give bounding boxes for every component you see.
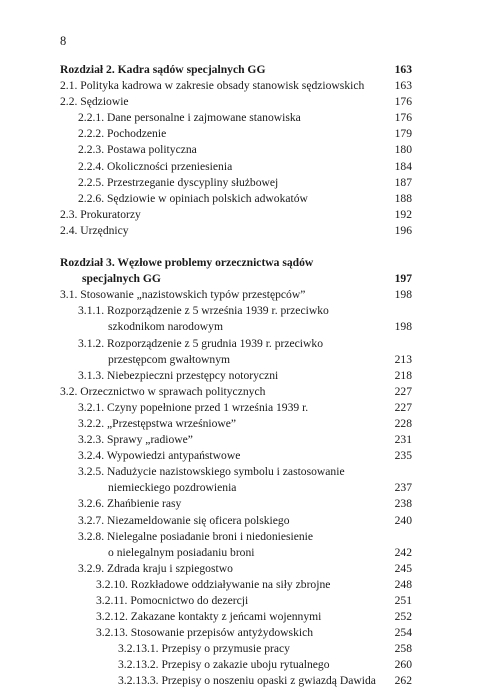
toc-entry-title-continuation: szkodnikom narodowym [108, 320, 223, 334]
section-gap [60, 239, 412, 255]
toc-entry-title-line: 2.2.3. Postawa polityczna [78, 143, 197, 157]
toc-entry-page-number: 197 [394, 272, 412, 286]
toc-entry[interactable] [60, 513, 412, 529]
toc-entry[interactable] [60, 336, 412, 368]
toc-entry-title [60, 641, 395, 657]
toc-entry-title [60, 191, 395, 207]
toc-entry-page-number: 184 [394, 159, 412, 173]
toc-entry-page-number: 163 [394, 63, 412, 76]
toc-entry[interactable] [60, 625, 412, 641]
toc-entry-title [60, 287, 395, 303]
toc-entry[interactable] [60, 175, 412, 191]
toc-entry[interactable] [60, 561, 412, 577]
toc-entry-page-number: 227 [394, 384, 412, 398]
toc-entry-page-number: 163 [394, 79, 412, 93]
toc-entry-title-continuation: niemieckiego pozdrowienia [108, 481, 237, 495]
toc-entry-page-number: 198 [394, 288, 412, 302]
toc-entry-title-line: 3.2.8. Nielegalne posiadanie broni i niedoniesienie [78, 529, 314, 543]
toc-entry[interactable] [60, 142, 412, 158]
toc-entry-title-line: 2.2.2. Pochodzenie [78, 127, 167, 141]
toc-entry[interactable] [60, 368, 412, 384]
toc-entry-page-number: 180 [394, 143, 412, 157]
toc-entry-title-line: 3.2.10. Rozkładowe oddziaływanie na siły zbrojne [96, 577, 331, 591]
toc-entry-title [60, 400, 395, 416]
toc-entry[interactable] [60, 577, 412, 593]
toc-entry-title [60, 432, 395, 448]
toc-chapter-entry[interactable] [60, 62, 412, 78]
toc-entry-title-line: 3.2.7. Niezameldowanie się oficera polskiego [78, 513, 290, 527]
toc-entry[interactable] [60, 191, 412, 207]
toc-entry-page-number: 258 [394, 642, 412, 656]
toc-entry-page-number: 235 [394, 449, 412, 463]
toc-entry-title [60, 142, 395, 158]
toc-entry-title-line: 2.4. Urzędnicy [60, 223, 129, 237]
toc-entry[interactable] [60, 303, 412, 335]
toc-entry-page-number: 218 [394, 368, 412, 382]
toc-entry-title [60, 255, 395, 287]
toc-entry[interactable] [60, 673, 412, 689]
toc-entry-title [60, 561, 395, 577]
toc-entry-page-number: 240 [394, 513, 412, 527]
toc-entry-page-number: 248 [394, 577, 412, 591]
toc-entry-title-line: Rozdział 2. Kadra sądów specjalnych GG [60, 63, 266, 76]
toc-entry-title-line: 3.2.13. Stosowanie przepisów antyżydowskich [96, 626, 314, 640]
toc-entry-title [60, 110, 395, 126]
toc-entry-title-line: 2.1. Polityka kadrowa w zakresie obsady stanowisk sędziowskich [60, 79, 365, 93]
toc-entry-title [60, 673, 395, 689]
toc-entry-title-continuation: przestępcom gwałtownym [108, 352, 231, 366]
toc-entry-page-number: 262 [394, 674, 412, 688]
toc-entry-page-number: 252 [394, 610, 412, 624]
toc-entry-title [60, 657, 395, 673]
toc-entry-page-number: 260 [394, 658, 412, 672]
toc-chapter-entry[interactable] [60, 255, 412, 287]
toc-entry-page-number: 231 [394, 433, 412, 447]
toc-entry-page-number: 254 [394, 626, 412, 640]
toc-entry-page-number: 227 [394, 400, 412, 414]
toc-entry-title-line: 3.2.13.2. Przepisy o zakazie uboju rytualnego [118, 658, 330, 672]
toc-entry-title [60, 126, 395, 142]
toc-entry-title-line: 3.2.1. Czyny popełnione przed 1 września 1939 r. [78, 400, 309, 414]
toc-entry-title [60, 175, 395, 191]
toc-entry-page-number: 228 [394, 416, 412, 430]
toc-entry-title-line: 3.2.3. Sprawy „radiowe” [78, 433, 193, 447]
toc-entry-title [60, 609, 395, 625]
toc-entry-title-line: 3.2. Orzecznictwo w sprawach politycznych [60, 384, 266, 398]
toc-entry-title-line: 2.2.6. Sędziowie w opiniach polskich adwokatów [78, 191, 308, 205]
toc-entry-page-number: 242 [394, 545, 412, 559]
toc-entry-page-number: 187 [394, 175, 412, 189]
page-number: 8 [60, 34, 67, 48]
toc-entry[interactable] [60, 126, 412, 142]
toc-entry-title-line: 2.2.5. Przestrzeganie dyscypliny służbowej [78, 175, 279, 189]
toc-entry-page-number: 245 [394, 561, 412, 575]
toc-entry-title [60, 577, 395, 593]
toc-entry-page-number: 188 [394, 191, 412, 205]
toc-entry-title [60, 496, 395, 512]
toc-entry-title-continuation: o nielegalnym posiadaniu broni [108, 545, 255, 559]
toc-entry[interactable] [60, 641, 412, 657]
toc-entry-title [60, 625, 395, 641]
toc-entry-title-line: Rozdział 3. Węzłowe problemy orzecznictwa sądów [60, 256, 314, 270]
toc-entry-title [60, 159, 395, 175]
toc-entry-title-line: 2.2.4. Okoliczności przeniesienia [78, 159, 233, 173]
toc-entry[interactable] [60, 529, 412, 561]
toc-entry-title [60, 464, 395, 496]
toc-entry-title [60, 448, 395, 464]
toc-entry-title [60, 593, 395, 609]
toc-entry-title [60, 384, 395, 400]
toc-entry-title [60, 513, 395, 529]
toc-entry[interactable] [60, 287, 412, 303]
toc-entry-title-line: 3.1.1. Rozporządzenie z 5 września 1939 r. przeciwko [78, 304, 329, 318]
toc-entry[interactable] [60, 496, 412, 512]
toc-entry[interactable] [60, 223, 412, 239]
toc-entry-title [60, 62, 395, 78]
toc-entry-title-line: 3.2.6. Zhańbienie rasy [78, 497, 182, 511]
toc-entry-page-number: 179 [394, 127, 412, 141]
toc-entry[interactable] [60, 110, 412, 126]
toc-entry-page-number: 237 [394, 481, 412, 495]
toc-entry-page-number: 176 [394, 111, 412, 125]
toc-entry-title [60, 223, 395, 239]
toc-entry[interactable] [60, 432, 412, 448]
toc-entry[interactable] [60, 400, 412, 416]
toc-entry-title-line: 3.2.12. Zakazane kontakty z jeńcami wojennymi [96, 610, 322, 624]
toc-entry-title [60, 94, 395, 110]
toc-entry-title [60, 207, 395, 223]
toc-entry[interactable] [60, 416, 412, 432]
toc-entry-title-line: 3.2.5. Nadużycie nazistowskiego symbolu i zastosowanie [78, 465, 345, 479]
toc-entry-page-number: 251 [394, 594, 412, 607]
toc-entry[interactable] [60, 657, 412, 673]
toc-entry-title [60, 78, 395, 94]
toc-entry-title-continuation: specjalnych GG [82, 272, 161, 286]
toc-entry-title-line: 3.1.2. Rozporządzenie z 5 grudnia 1939 r. przeciwko [78, 336, 323, 350]
toc-entry-title [60, 529, 395, 561]
toc-entry-title-line: 3.2.13.3. Przepisy o noszeniu opaski z gwiazdą Dawida [118, 674, 376, 688]
toc-entry-title-line: 2.3. Prokuratorzy [60, 207, 141, 221]
toc-entry[interactable] [60, 384, 412, 400]
toc-entry-title-line: 3.2.11. Pomocnictwo do dezercji [96, 594, 249, 607]
toc-entry[interactable] [60, 159, 412, 175]
toc-entry-title-line: 3.1.3. Niebezpieczni przestępcy notoryczni [78, 368, 279, 382]
toc-entry-title [60, 416, 395, 432]
toc-entry-page-number: 213 [394, 352, 412, 366]
toc-entry[interactable] [60, 609, 412, 625]
toc-entry-title [60, 368, 395, 384]
table-of-contents [60, 62, 412, 690]
toc-entry-title-line: 2.2. Sędziowie [60, 95, 129, 109]
toc-entry-title-line: 3.2.13.1. Przepisy o przymusie pracy [118, 642, 290, 656]
toc-entry-page-number: 198 [394, 320, 412, 334]
toc-entry-title-line: 3.2.2. „Przestępstwa wrześniowe” [78, 416, 237, 430]
toc-entry-page-number: 196 [394, 223, 412, 237]
toc-entry[interactable] [60, 593, 412, 609]
toc-entry-title-line: 3.1. Stosowanie „nazistowskich typów przestępców” [60, 288, 306, 302]
toc-entry-page-number: 192 [394, 207, 412, 221]
toc-entry-title [60, 336, 395, 368]
toc-entry[interactable] [60, 464, 412, 496]
toc-entry-title-line: 2.2.1. Dane personalne i zajmowane stanowiska [78, 111, 301, 125]
toc-entry-title [60, 303, 395, 335]
toc-entry[interactable] [60, 448, 412, 464]
toc-entry-title-line: 3.2.4. Wypowiedzi antypaństwowe [78, 449, 241, 463]
toc-entry[interactable] [60, 78, 412, 94]
toc-entry[interactable] [60, 207, 412, 223]
toc-entry[interactable] [60, 94, 412, 110]
toc-entry-title-line: 3.2.9. Zdrada kraju i szpiegostwo [78, 561, 233, 575]
toc-entry-page-number: 176 [394, 95, 412, 109]
toc-entry-page-number: 238 [394, 497, 412, 511]
